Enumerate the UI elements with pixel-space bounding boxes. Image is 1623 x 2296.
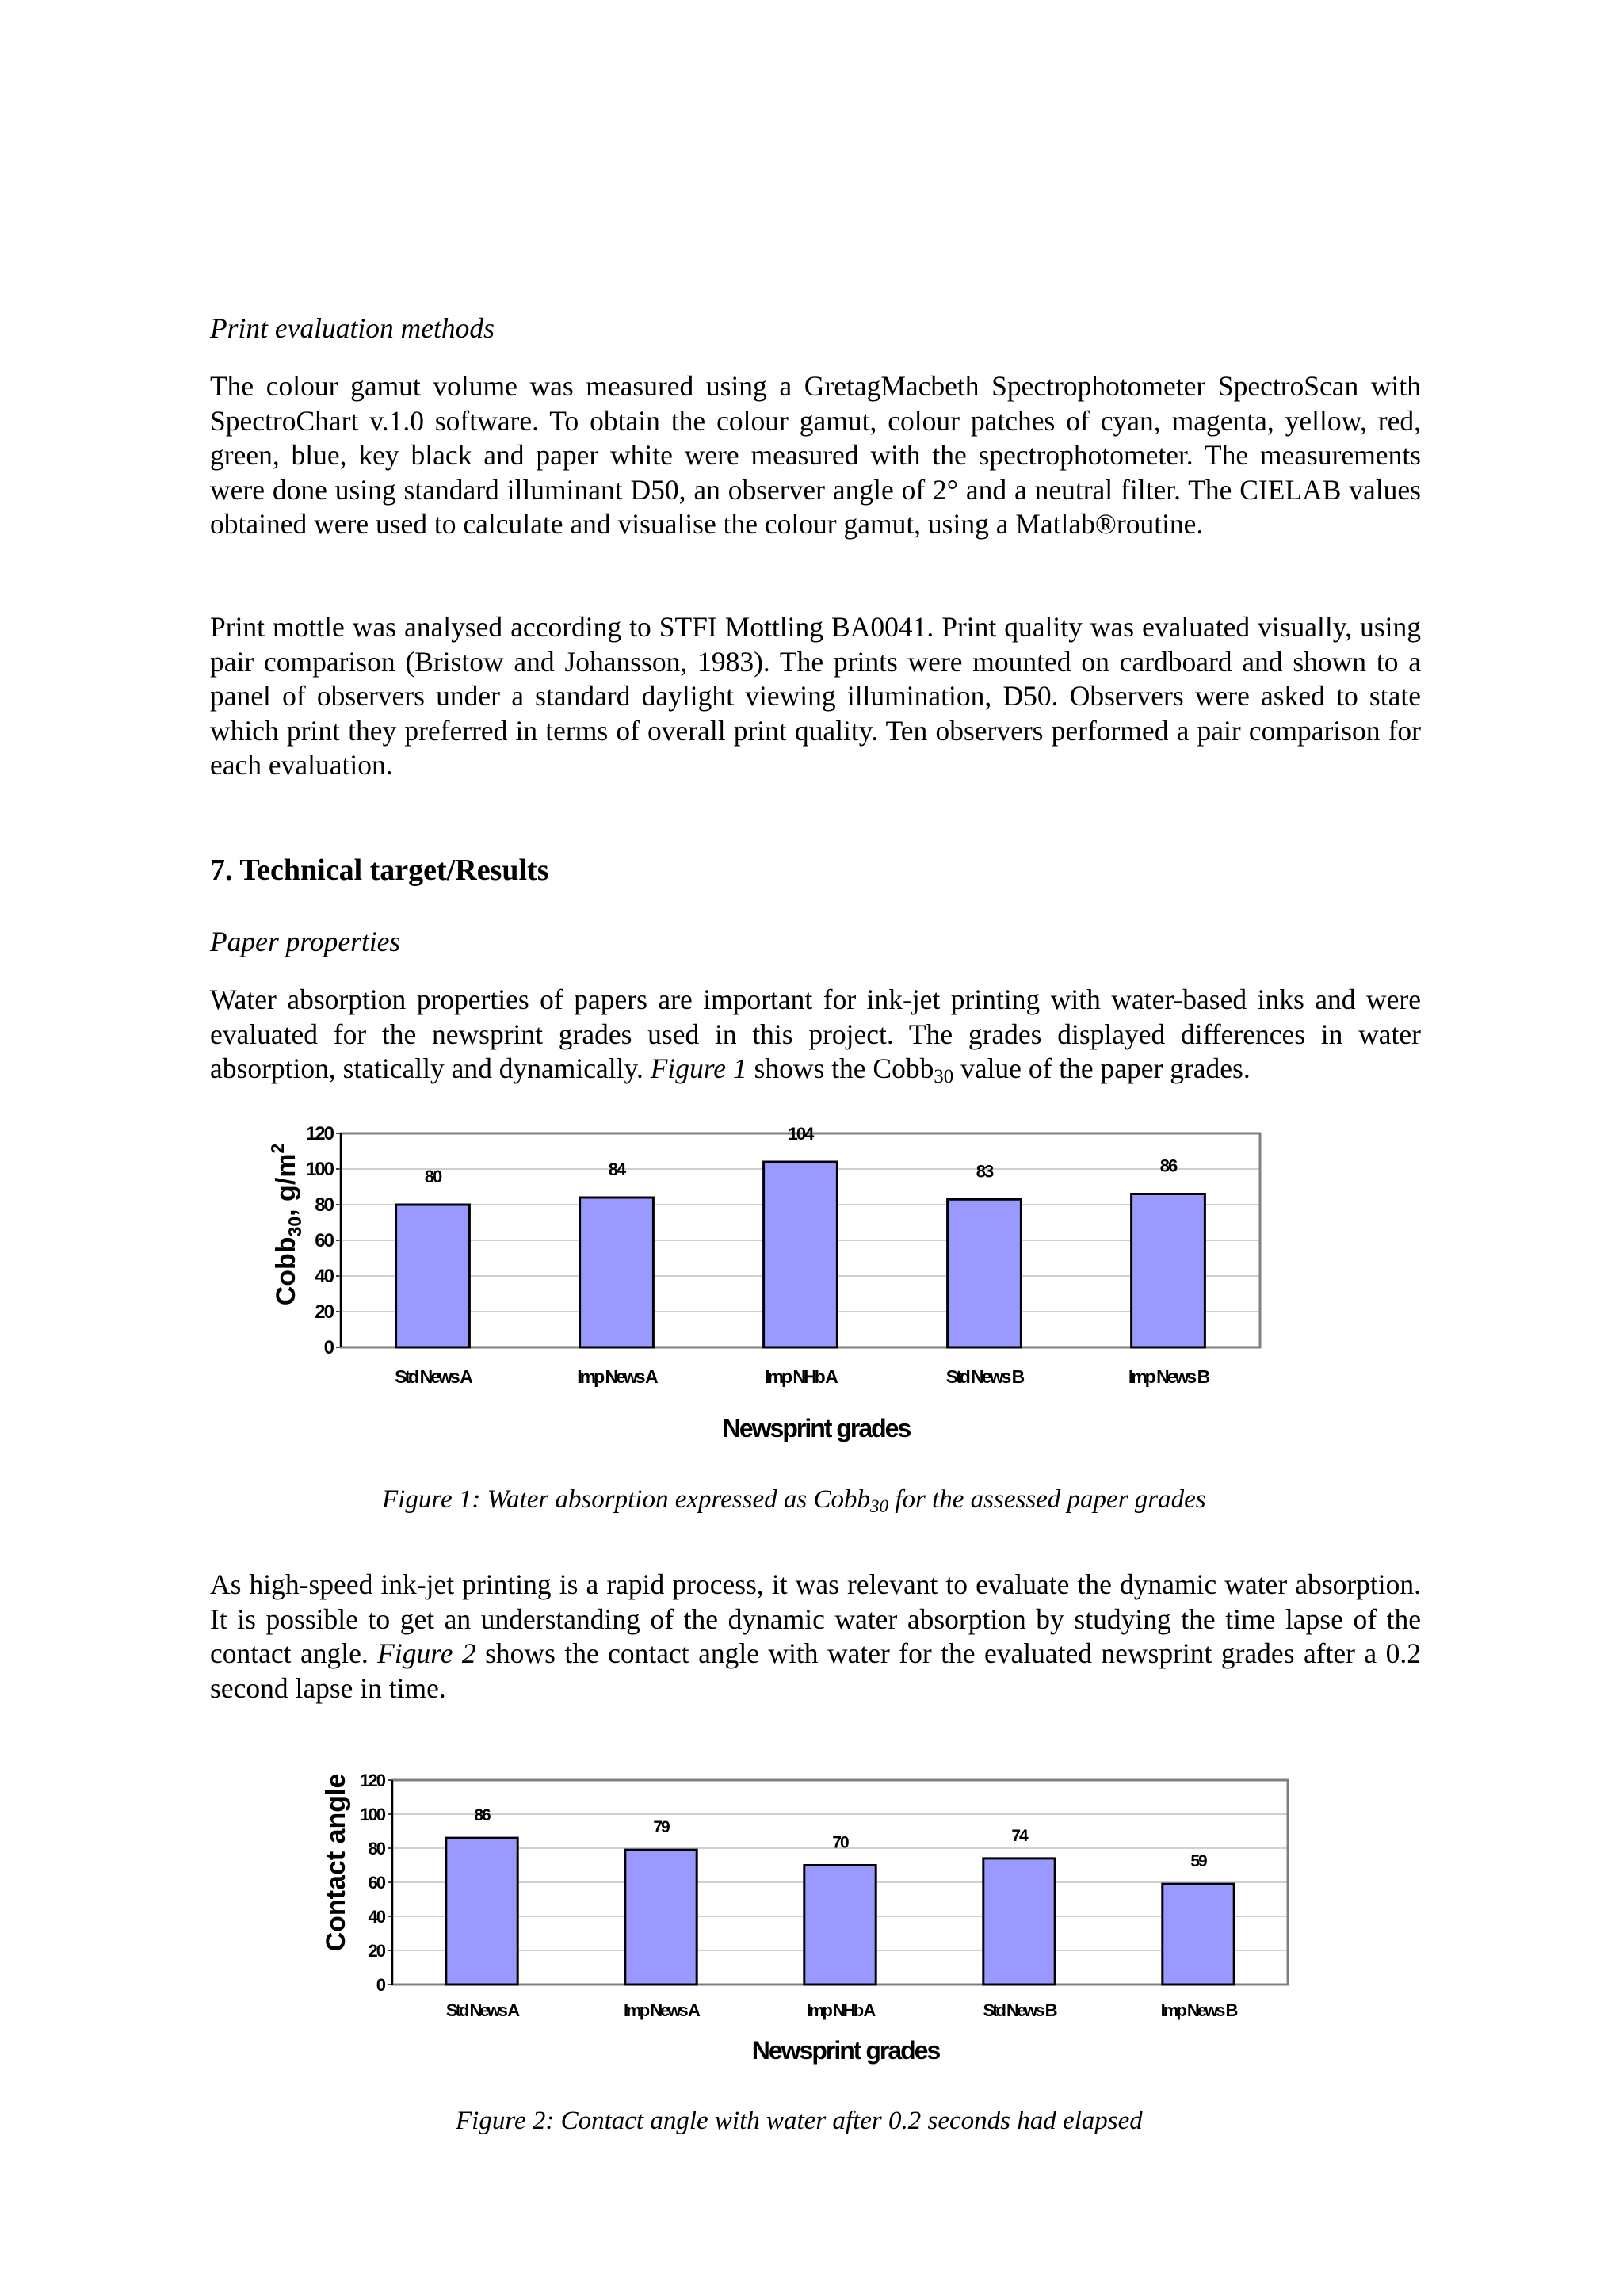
- y-tick-label: 0: [323, 1337, 333, 1358]
- figure1-caption: Figure 1: Water absorption expressed as Cobb$_{30}$ for the assessed paper grades: [382, 1485, 1206, 1516]
- bar: [446, 1838, 517, 1985]
- figure2-reference: Figure 2: [377, 1637, 476, 1669]
- figure2-bar-chart: [313, 1774, 1312, 2075]
- data-label: 59: [1190, 1852, 1206, 1871]
- y-tick-label: 0: [376, 1975, 384, 1995]
- print-evaluation-paragraph-2: [210, 610, 1421, 783]
- water-absorption-paragraph: [210, 983, 1421, 1087]
- x-category-label: Imp News A: [577, 1366, 656, 1387]
- bar: [396, 1205, 470, 1347]
- print-evaluation-heading: Print evaluation methods: [210, 312, 495, 344]
- x-category-label: Imp News B: [1160, 2000, 1236, 2020]
- bar: [983, 1859, 1055, 1985]
- para-text: value of the paper grades.: [953, 1052, 1251, 1084]
- bar: [948, 1199, 1022, 1347]
- x-category-label: Imp NHb A: [806, 2000, 874, 2020]
- print-mottle-paragraph: Print mottle was analysed according to STFI Mottling BA0041. Print quality was evaluated visually, using pair comparison (Bristow and Johansson, 1983). The prints were mounted on cardboard and shown to a panel of observers under a standard daylight viewing illumination, D50. Observers were asked to state which print they preferred in terms of overall print quality. Ten observers performed a pair comparison for each evaluation.: [210, 611, 1421, 781]
- y-axis-label: Contact angle: [321, 1774, 351, 1952]
- y-tick-label: 120: [305, 1123, 333, 1144]
- data-label: 74: [1011, 1826, 1027, 1845]
- y-tick-label: 40: [368, 1907, 384, 1927]
- y-axis-label: [267, 1144, 305, 1306]
- y-tick-label: 20: [315, 1301, 333, 1323]
- figure1-reference: Figure 1: [650, 1052, 747, 1084]
- para-text: shows the Cobb: [747, 1052, 934, 1084]
- x-category-label: Imp News B: [1128, 1366, 1209, 1387]
- plot-area: [306, 1123, 1260, 1387]
- y-tick-label: 60: [315, 1230, 333, 1251]
- y-tick-label: 100: [360, 1805, 384, 1824]
- x-category-label: Imp News A: [624, 2000, 698, 2020]
- figure2-caption: Figure 2: Contact angle with water after 0.2 seconds had elapsed: [456, 2107, 1143, 2135]
- y-tick-label: 60: [368, 1873, 384, 1893]
- plot-area: [360, 1774, 1288, 2020]
- bar: [1163, 1884, 1234, 1985]
- para-text: Water absorption properties of papers are important for ink-jet printing with water-based inks and were evaluated for the newsprint grades used in this project. The grades displayed differences in water absorption, statically and dynamically.: [210, 984, 1421, 1084]
- bar: [1132, 1194, 1205, 1348]
- data-label: 86: [474, 1806, 490, 1825]
- x-category-label: Std News A: [445, 2000, 518, 2020]
- x-axis-label: Newsprint grades: [751, 2036, 940, 2065]
- y-tick-label: 40: [315, 1266, 333, 1287]
- data-label: 83: [976, 1161, 993, 1182]
- bar: [625, 1850, 697, 1985]
- data-label: 84: [608, 1159, 625, 1179]
- svg-text:Cobb30, g/m2: Cobb$_{30}$, $g/m^2$: [267, 1143, 305, 1306]
- data-label: 79: [653, 1818, 669, 1837]
- paper-properties-heading: Paper properties: [210, 926, 401, 957]
- bar: [580, 1198, 654, 1347]
- y-tick-label: 100: [305, 1159, 333, 1180]
- x-category-label: Imp NHb A: [765, 1366, 836, 1387]
- dynamic-absorption-paragraph: [210, 1568, 1421, 1706]
- para-text: shows the contact angle with water for the evaluated newsprint grades after a 0.2 second lapse in time.: [210, 1637, 1422, 1704]
- data-label: 86: [1159, 1156, 1177, 1176]
- data-label: 80: [424, 1167, 441, 1186]
- y-tick-label: 20: [368, 1941, 384, 1961]
- y-tick-label: 120: [360, 1774, 384, 1790]
- subscript: 30: [934, 1066, 954, 1088]
- print-evaluation-paragraph-1: [210, 369, 1421, 542]
- results-heading: 7. Technical target/Results: [210, 854, 549, 887]
- x-category-label: Std News A: [395, 1366, 471, 1387]
- bar: [804, 1866, 876, 1985]
- bar: [764, 1162, 838, 1347]
- x-category-label: Std News B: [945, 1366, 1023, 1387]
- x-category-label: Std News B: [983, 2000, 1056, 2020]
- y-tick-label: 80: [368, 1839, 384, 1859]
- y-tick-label: 80: [315, 1194, 333, 1216]
- colour-gamut-paragraph: The colour gamut volume was measured using a GretagMacbeth Spectrophotometer SpectroScan with SpectroChart v.1.0 software. To obtain the colour gamut, colour patches of cyan, magenta, yellow, red, green, blue, key black and paper white were measured with the spectrophotometer. The measurements were done using standard illuminant D50, an observer angle of 2° and a neutral filter. The CIELAB values obtained were used to calculate and visualise the colour gamut, using a Matlab®routine.: [210, 370, 1421, 540]
- para-text: As high-speed ink-jet printing is a rapid process, it was relevant to evaluate the dynamic water absorption. It is possible to get an understanding of the dynamic water absorption by studying the time lapse of the contact angle.: [210, 1568, 1421, 1669]
- data-label: 70: [832, 1833, 848, 1852]
- figure1-bar-chart: [262, 1106, 1292, 1454]
- x-axis-label: Newsprint grades: [722, 1414, 911, 1442]
- data-label: 104: [788, 1124, 813, 1144]
